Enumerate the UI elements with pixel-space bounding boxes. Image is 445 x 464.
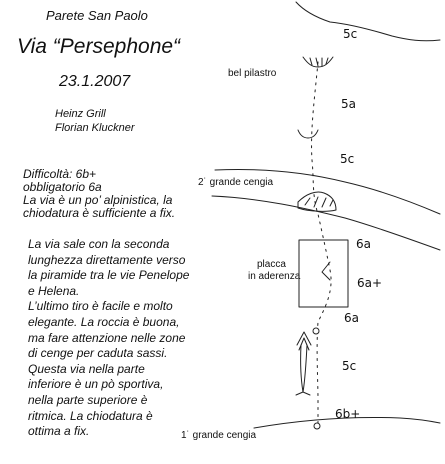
grade-label: 5c — [343, 27, 358, 41]
ledge-2-line — [212, 196, 440, 250]
label-placca: placca — [257, 259, 286, 270]
author-2: Florian Kluckner — [55, 122, 135, 134]
belay-point — [313, 328, 319, 334]
description-line: di cenge per caduta sassi. — [28, 346, 168, 361]
ridge-line — [296, 2, 440, 41]
label-bel-pilastro: bel pilastro — [228, 68, 277, 79]
description-line: inferiore è un pò sportiva, — [28, 377, 164, 392]
description-line: L’ultimo tiro è facile e molto — [28, 299, 173, 314]
info-line: Difficoltà: 6b+ — [23, 167, 97, 181]
description-line: e Helena. — [28, 283, 80, 298]
label-first-ledge: 1˙ grande cengia — [181, 430, 257, 441]
grade-label: 6a+ — [357, 276, 383, 290]
route-line — [312, 62, 332, 426]
route-date: 23.1.2007 — [59, 73, 131, 90]
bracket-mark — [298, 130, 318, 138]
grade-label: 6b+ — [335, 407, 361, 421]
description-line: la piramide tra le vie Penelope — [28, 268, 190, 283]
author-1: Heinz Grill — [55, 108, 106, 120]
belay-point — [314, 423, 320, 429]
description-line: ma fare attenzione nelle zone — [28, 330, 186, 345]
description-line: lunghezza direttamente verso — [28, 252, 186, 267]
description-line: ottima a fix. — [28, 424, 90, 439]
description-line: La via sale con la seconda — [28, 237, 170, 251]
label-second-ledge: 2˙ grande cengia — [198, 177, 274, 188]
info-line: obbligatorio 6a — [23, 180, 102, 194]
description-line: elegante. La roccia è buona, — [28, 314, 180, 329]
wall-name: Parete San Paolo — [46, 8, 148, 23]
grade-label: 5c — [342, 359, 357, 373]
grade-label: 5c — [340, 152, 355, 166]
label-in-aderenza: in aderenza — [248, 271, 301, 282]
grade-label: 6a — [356, 237, 371, 251]
route-title: Via “Persephone“ — [17, 35, 181, 58]
grade-label: 5a — [341, 97, 356, 111]
grade-label: 6a — [344, 311, 359, 325]
info-line: La via è un po’ alpinistica, la — [23, 193, 173, 207]
description-line: ritmica. La chiodatura è — [28, 408, 153, 423]
info-line: chiodatura è sufficiente a fix. — [23, 206, 176, 220]
description-line: Questa via nella parte — [28, 361, 145, 376]
description-line: nella parte superiore è — [28, 392, 148, 407]
